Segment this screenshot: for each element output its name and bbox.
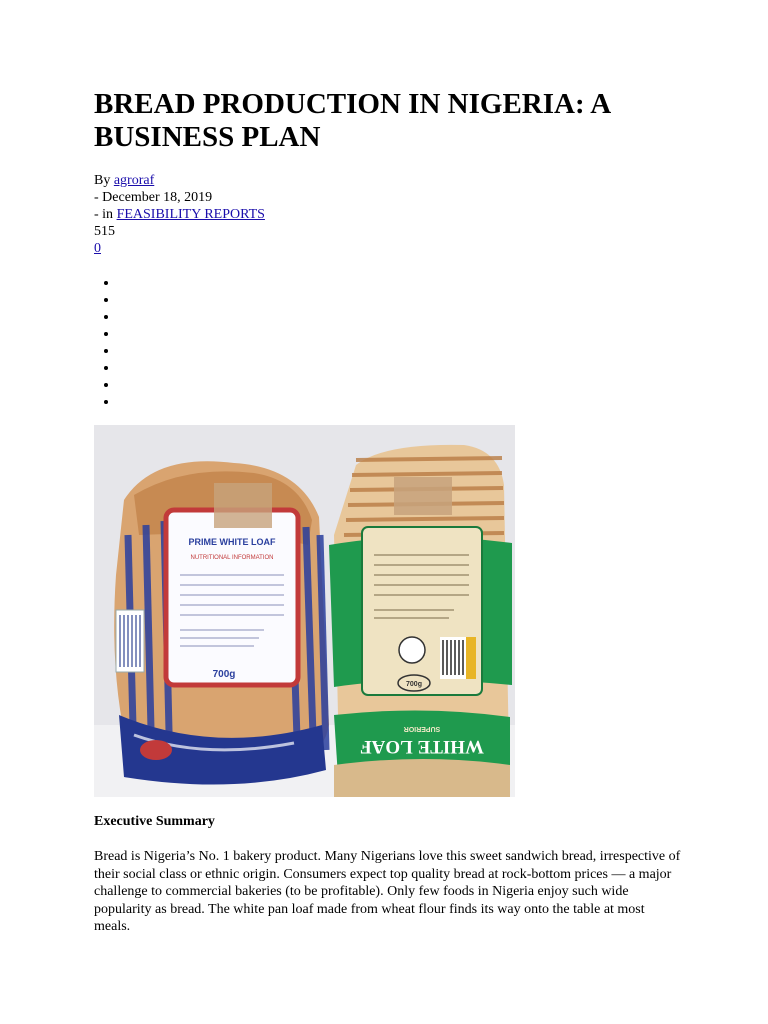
article-title: BREAD PRODUCTION IN NIGERIA: A BUSINESS PLAN (94, 88, 610, 153)
executive-summary-heading: Executive Summary (94, 814, 215, 829)
bread-loaves-photo (94, 425, 515, 797)
right-band-text: WHITE LOAF (359, 736, 485, 757)
category-link[interactable]: FEASIBILITY REPORTS (116, 207, 265, 222)
left-bread-loaf (114, 461, 329, 784)
left-nutrition-heading: NUTRITIONAL INFORMATION (190, 555, 274, 561)
by-label: By (94, 173, 111, 188)
post-date: - December 18, 2019 (94, 190, 213, 205)
view-count: 515 (94, 224, 115, 239)
right-band-subtext: SUPERIOR (403, 725, 441, 732)
article-meta (94, 172, 265, 257)
right-weight-text: 700g (406, 681, 422, 688)
category-prefix: - in (94, 207, 114, 222)
right-bread-loaf (329, 445, 512, 797)
summary-paragraph: Bread is Nigeria’s No. 1 bakery product. Many Nigerians love this sweet sandwich bread, irrespective of their social class or ethnic origin. Consumers expect top quality bread at rock-bottom prices — a major challenge to commercial bakeries (to be profitable). Only few foods in Nigeria enjoy such wide popularity as bread. The white pan loaf made from wheat flour finds its way onto the table at most meals. (94, 849, 681, 934)
left-brand-text: PRIME WHITE LOAF (188, 537, 276, 547)
comment-count-link[interactable]: 0 (94, 241, 101, 256)
bread-photo-illustration (94, 425, 515, 797)
category-line (94, 206, 265, 223)
author-link[interactable]: agroraf (113, 173, 155, 188)
left-weight-text: 700g (212, 669, 236, 680)
byline (94, 172, 265, 189)
